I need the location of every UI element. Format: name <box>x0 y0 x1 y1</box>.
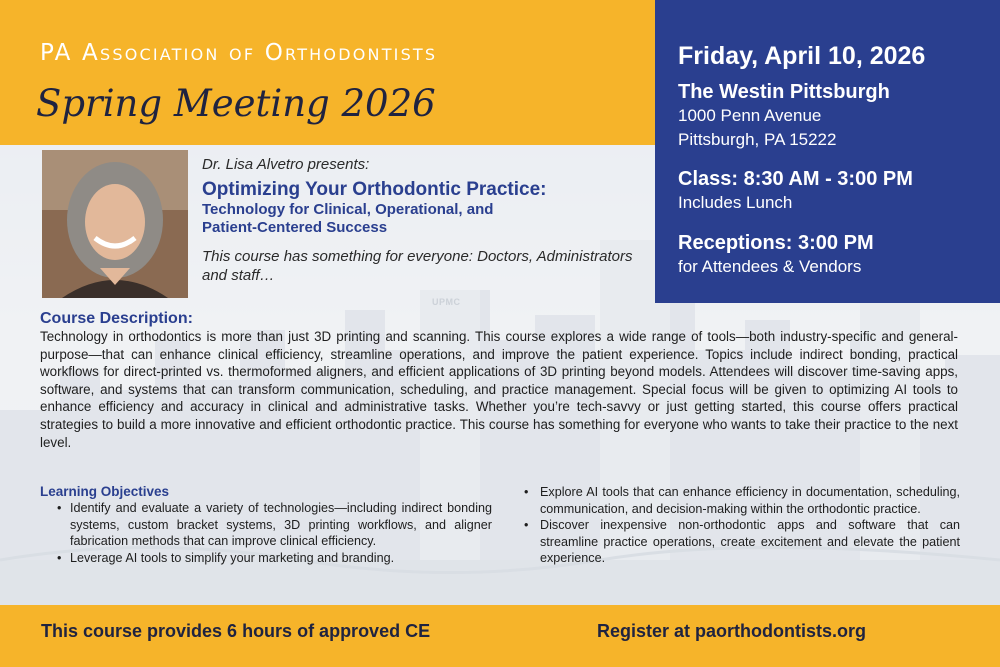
class-time: Class: 8:30 AM - 3:00 PM <box>678 168 913 190</box>
objectives-left-column <box>40 500 492 566</box>
presenter-intro: Dr. Lisa Alvetro presents: <box>202 156 370 173</box>
objective-item: • Identify and evaluate a variety of technologies—including indirect bonding systems, custom bracket systems, 3D printing workflows, and aligner fabrication methods that can improve clinical efficiency. <box>57 501 492 549</box>
receptions-time: Receptions: 3:00 PM <box>678 232 874 254</box>
objective-item: • Explore AI tools that can enhance efficiency in documentation, scheduling, communication, and decision-making within the orthodontic practice. <box>524 485 960 516</box>
presenter-block <box>202 155 642 285</box>
objectives-right-column <box>522 484 960 567</box>
class-note: Includes Lunch <box>678 193 793 212</box>
bullet-icon: • <box>524 518 529 533</box>
course-description <box>40 310 958 451</box>
course-subtitle-line2: Patient-Centered Success <box>202 219 388 236</box>
course-tagline: This course has something for everyone: Doctors, Administrators and staff… <box>202 248 633 284</box>
bullet-icon: • <box>524 485 529 499</box>
bullet-icon: • <box>57 501 62 515</box>
presenter-photo <box>42 150 188 298</box>
event-venue: The Westin Pittsburgh <box>678 81 890 103</box>
header-banner <box>0 0 655 145</box>
venue-address-line2: Pittsburgh, PA 15222 <box>678 130 837 149</box>
organization-name: PA Association of Orthodontists <box>40 40 438 66</box>
course-description-body: Technology in orthodontics is more than just 3D printing and scanning. This course explores a wide range of tools—both industry-specific and general-purpose—that can enhance clinical efficiency, streamline operations, and improve the patient experience. Topics include indirect bonding, practical workflows for direct-printed vs. thermoformed aligners, and efficient applications of 3D printing beyond models. Attendees will discover time-saving apps, software, and systems that can transform communication, scheduling, and practice management. Special focus will be given to optimizing AI tools to enhance efficiency and accuracy in clinical and administrative tasks. Whether you’re tech-savvy or just getting started, this course offers practical strategies to build a more innovative and efficient orthodontic practice. This course has something for everyone who wants to take their practice to the next level. <box>40 329 958 450</box>
course-title: Optimizing Your Orthodontic Practice: <box>202 179 547 200</box>
bullet-icon: • <box>57 550 62 565</box>
learning-objectives <box>40 484 960 566</box>
meeting-title: Spring Meeting 2026 <box>36 82 436 125</box>
objective-item: • Leverage AI tools to simplify your marketing and branding. <box>57 550 395 565</box>
venue-address-line1: 1000 Penn Avenue <box>678 106 822 125</box>
learning-objectives-heading: Learning Objectives <box>40 484 170 499</box>
registration-link[interactable]: Register at paorthodontists.org <box>597 621 867 641</box>
receptions-note: for Attendees & Vendors <box>678 257 862 276</box>
event-info-panel <box>655 0 1000 303</box>
footer-bar <box>0 605 1000 667</box>
course-subtitle-line1: Technology for Clinical, Operational, and <box>202 201 494 218</box>
course-description-heading: Course Description: <box>40 310 193 327</box>
event-date: Friday, April 10, 2026 <box>678 42 926 70</box>
presenter-portrait-icon <box>42 150 188 298</box>
ce-hours-text: This course provides 6 hours of approved CE <box>41 621 431 641</box>
objective-item: • Discover inexpensive non-orthodontic apps and software that can streamline practice operations, create excitement and elevate the patient experience. <box>524 518 960 566</box>
